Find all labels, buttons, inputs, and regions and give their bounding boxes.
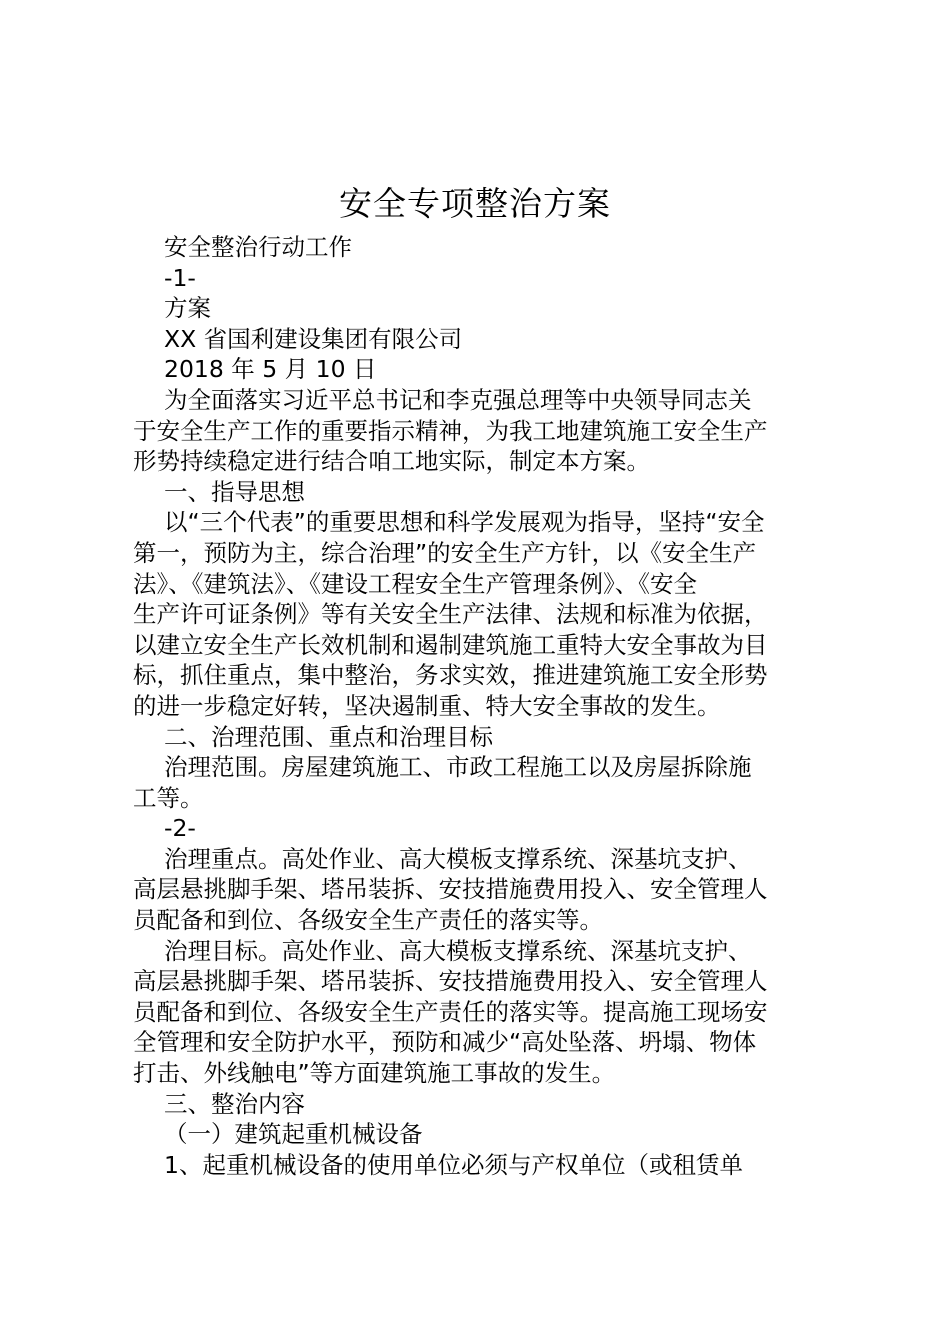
text-line: 2018 年 5 月 10 日 (164, 355, 377, 384)
text-line: 治理目标。高处作业、高大模板支撑系统、深基坑支护、 (164, 936, 752, 965)
text-line: 方案 (164, 294, 211, 323)
document-body (133, 232, 823, 1180)
text-line: 全管理和安全防护水平，预防和减少“高处坠落、坍塌、物体 (133, 1028, 757, 1057)
text-line: XX 省国利建设集团有限公司 (164, 324, 463, 353)
text-line: 为全面落实习近平总书记和李克强总理等中央领导同志关 (164, 385, 752, 414)
text-line: 的进一步稳定好转，坚决遏制重、特大安全事故的发生。 (133, 691, 721, 720)
text-line: 以“三个代表”的重要思想和科学发展观为指导，坚持“安全 (164, 508, 765, 537)
text-line: 工等。 (133, 783, 204, 812)
text-line: 以建立安全生产长效机制和遏制建筑施工重特大安全事故为目 (133, 630, 768, 659)
text-line: 生产许可证条例》等有关安全生产法律、法规和标准为依据， (133, 600, 768, 629)
document-title: 安全专项整治方案 (339, 184, 611, 223)
text-line: 治理重点。高处作业、高大模板支撑系统、深基坑支护、 (164, 844, 752, 873)
text-line: 一、指导思想 (164, 477, 305, 506)
text-line: 安全整治行动工作 (164, 233, 352, 261)
text-line: 治理范围。房屋建筑施工、市政工程施工以及房屋拆除施 (164, 753, 752, 782)
text-line: 高层悬挑脚手架、塔吊装拆、安技措施费用投入、安全管理人 (133, 967, 768, 996)
text-line: 员配备和到位、各级安全生产责任的落实等。 (133, 906, 603, 935)
text-line: 打击、外线触电”等方面建筑施工事故的发生。 (133, 1059, 616, 1088)
text-line: 于安全生产工作的重要指示精神，为我工地建筑施工安全生产 (133, 416, 768, 445)
text-line: 法》、《建筑法》、《建设工程安全生产管理条例》、《安全 (133, 569, 697, 598)
text-line: 标，抓住重点，集中整治，务求实效，推进建筑施工安全形势 (133, 661, 768, 690)
text-line: 高层悬挑脚手架、塔吊装拆、安技措施费用投入、安全管理人 (133, 875, 768, 904)
text-line: -2- (164, 814, 196, 843)
text-line: （一）建筑起重机械设备 (164, 1120, 423, 1149)
text-line: 三、整治内容 (164, 1089, 305, 1118)
text-line: 员配备和到位、各级安全生产责任的落实等。提高施工现场安 (133, 997, 768, 1026)
text-line: 形势持续稳定进行结合咱工地实际，制定本方案。 (133, 447, 650, 476)
text-line: -1- (164, 263, 196, 292)
text-line: 1、起重机械设备的使用单位必须与产权单位（或租赁单 (164, 1150, 743, 1179)
text-line: 二、治理范围、重点和治理目标 (164, 722, 493, 751)
text-line: 第一，预防为主，综合治理”的安全生产方针，以《安全生产 (133, 538, 757, 567)
